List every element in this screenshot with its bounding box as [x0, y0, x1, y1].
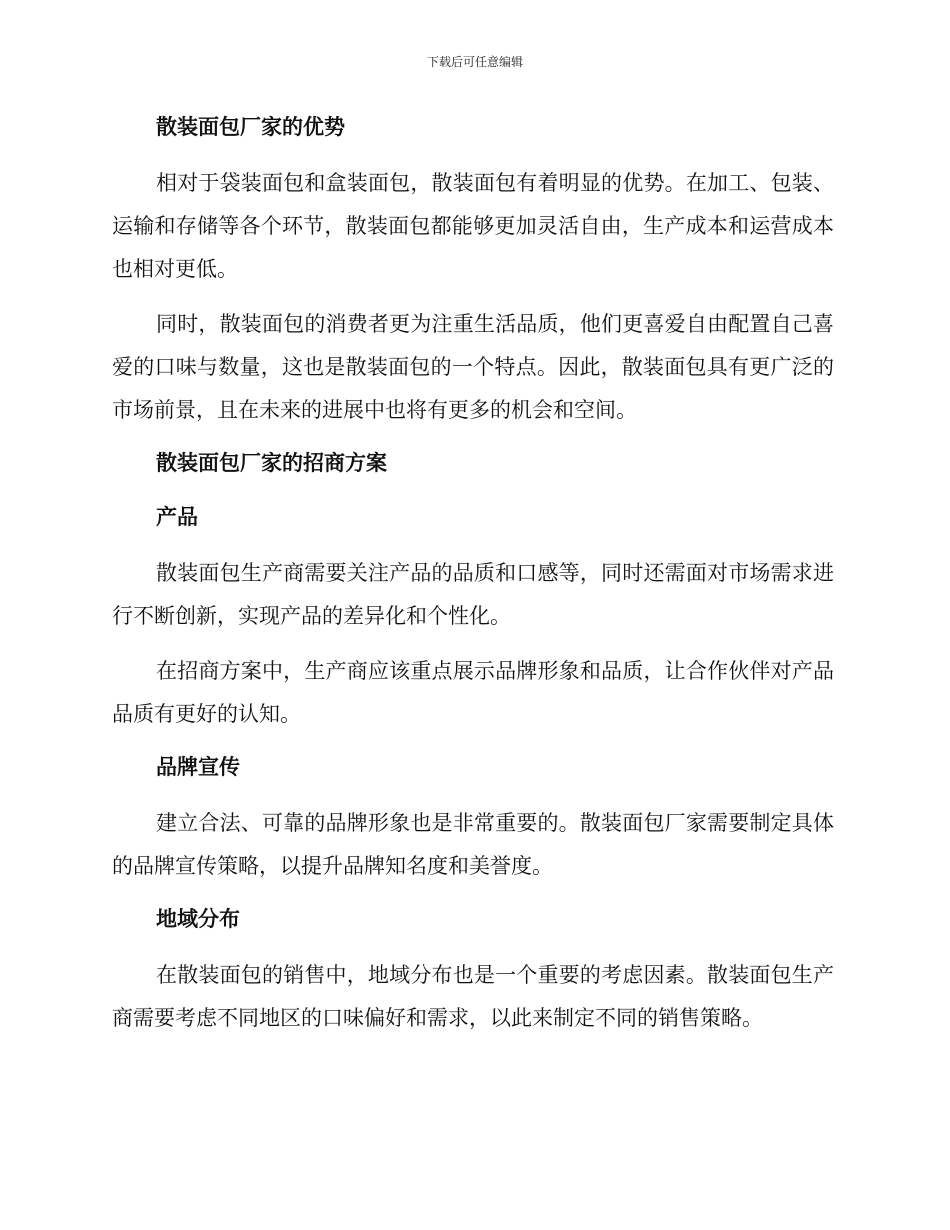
section-heading-brand-promotion: 品牌宣传 — [156, 754, 240, 779]
section-heading-investment-plan: 散装面包厂家的招商方案 — [156, 450, 387, 475]
paragraph: 相对于袋装面包和盒装面包，散装面包有着明显的优势。在加工、包装、运输和存储等各个环节，散装面包都能够更加灵活自由，生产成本和运营成本也相对更低。 — [112, 171, 834, 281]
paragraph: 建立合法、可靠的品牌形象也是非常重要的。散装面包厂家需要制定具体的品牌宣传策略，以提升品牌知名度和美誉度。 — [112, 811, 834, 878]
paragraph: 散装面包生产商需要关注产品的品质和口感等，同时还需面对市场需求进行不断创新，实现产品的差异化和个性化。 — [112, 561, 834, 628]
section-heading-advantages: 散装面包厂家的优势 — [156, 114, 345, 139]
section-heading-product: 产品 — [156, 504, 198, 529]
paragraph: 同时，散装面包的消费者更为注重生活品质，他们更喜爱自由配置自己喜爱的口味与数量，这也是散装面包的一个特点。因此，散装面包具有更广泛的市场前景，且在未来的进展中也将有更多的机会和空间。 — [112, 312, 834, 422]
paragraph: 在散装面包的销售中，地域分布也是一个重要的考虑因素。散装面包生产商需要考虑不同地区的口味偏好和需求，以此来制定不同的销售策略。 — [112, 963, 834, 1030]
paragraph: 在招商方案中，生产商应该重点展示品牌形象和品质，让合作伙伴对产品品质有更好的认知。 — [112, 659, 834, 726]
document-body — [112, 108, 834, 1052]
section-heading-regional-distribution: 地域分布 — [156, 906, 240, 931]
page-header: 下载后可任意编辑 — [426, 55, 523, 69]
